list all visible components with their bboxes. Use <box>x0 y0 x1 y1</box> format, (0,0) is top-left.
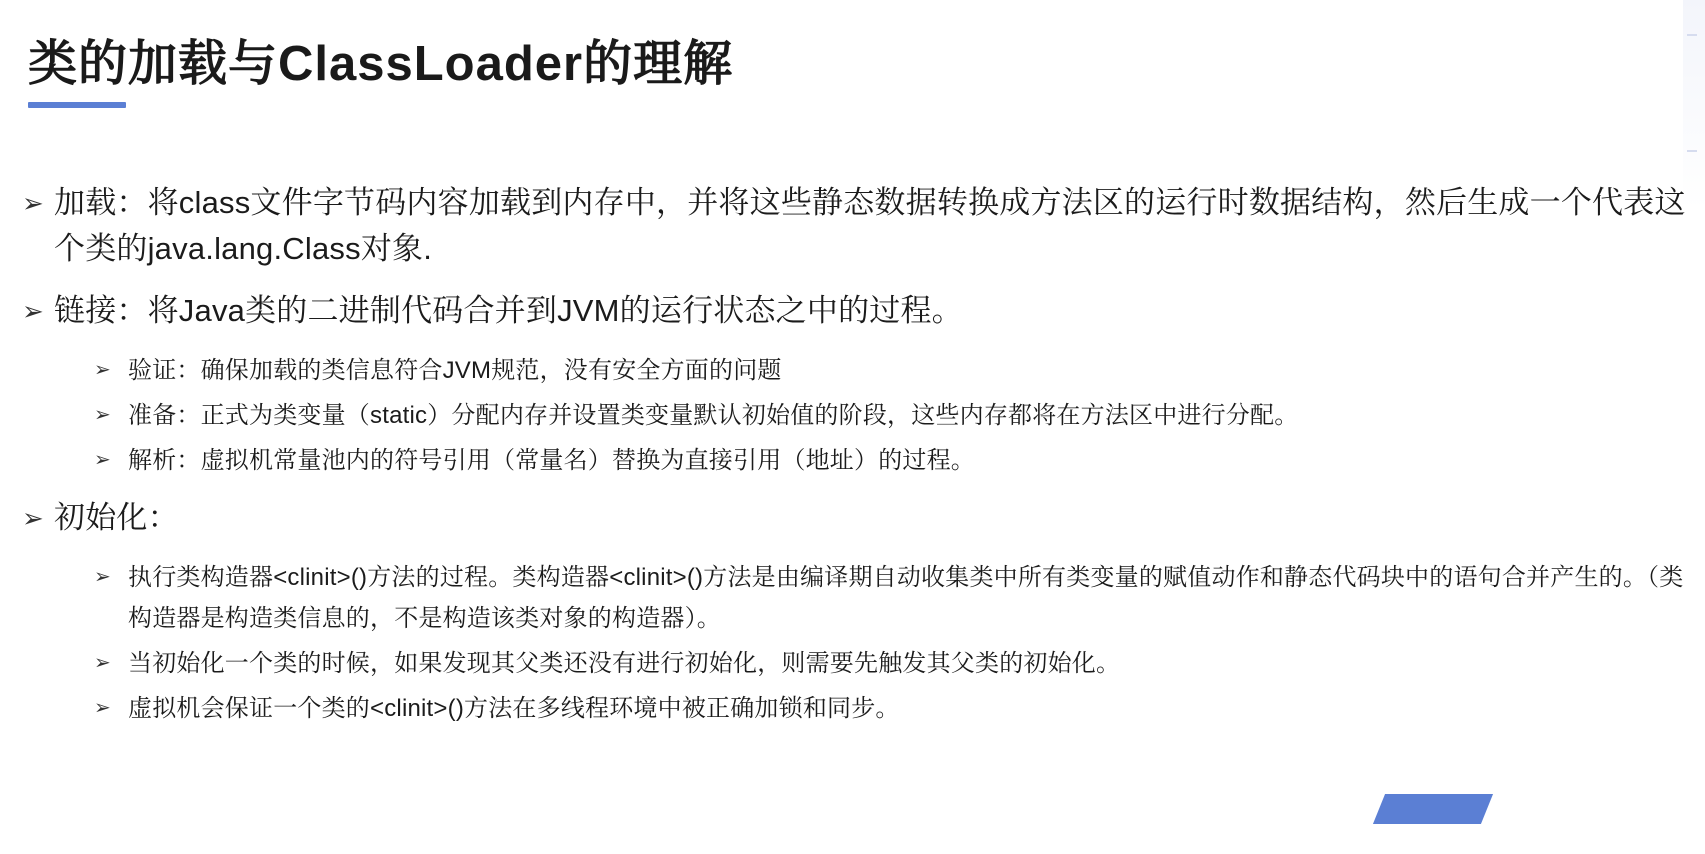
list-item-parent-class-init <box>18 643 1698 684</box>
corner-tick-top-icon <box>1687 34 1697 36</box>
list-item-label: 验证：确保加载的类信息符合JVM规范，没有安全方面的问题 <box>128 357 782 384</box>
spacer <box>18 340 1698 350</box>
list-item-preparation <box>18 395 1698 436</box>
title-underline <box>28 102 126 108</box>
list-item-initialization <box>18 495 1698 541</box>
spacer <box>18 485 1698 495</box>
list-item-resolution <box>18 440 1698 481</box>
list-item-label: 执行类构造器<clinit>()方法的过程。类构造器<clinit>()方法是由编译期自动收集类中所有类变量的赋值动作和静态代码块中的语句合并产生的。（类构造器是构造类信息的，不是构造该类对象的构造器）。 <box>128 564 1684 632</box>
list-item-label: 链接：将Java类的二进制代码合并到JVM的运行状态之中的过程。 <box>54 293 963 328</box>
arrow-bullet-icon: ➢ <box>22 188 44 218</box>
parallelogram-decoration <box>1373 794 1493 824</box>
arrow-bullet-icon: ➢ <box>94 566 111 588</box>
list-item-label: 解析：虚拟机常量池内的符号引用（常量名）替换为直接引用（地址）的过程。 <box>128 447 975 474</box>
spacer <box>18 278 1698 288</box>
title-block <box>28 36 733 108</box>
list-item-linking <box>18 288 1698 334</box>
page-title: 类的加载与ClassLoader的理解 <box>28 37 734 91</box>
list-item-verification <box>18 350 1698 391</box>
arrow-bullet-icon: ➢ <box>94 404 111 426</box>
arrow-bullet-icon: ➢ <box>94 449 111 471</box>
list-item-label: 加载：将class文件字节码内容加载到内存中，并将这些静态数据转换成方法区的运行时数据结构，然后生成一个代表这个类的java.lang.Class对象. <box>54 185 1686 266</box>
spacer <box>18 547 1698 557</box>
arrow-bullet-icon: ➢ <box>94 652 111 674</box>
corner-decoration <box>1683 0 1705 210</box>
slide-content <box>18 180 1698 733</box>
arrow-bullet-icon: ➢ <box>94 359 111 381</box>
list-item-label: 初始化： <box>54 500 179 535</box>
list-item-label: 当初始化一个类的时候，如果发现其父类还没有进行初始化，则需要先触发其父类的初始化。 <box>128 650 1121 677</box>
arrow-bullet-icon: ➢ <box>94 697 111 719</box>
arrow-bullet-icon: ➢ <box>22 296 44 326</box>
list-item-loading <box>18 180 1698 272</box>
arrow-bullet-icon: ➢ <box>22 503 44 533</box>
corner-tick-bottom-icon <box>1687 150 1697 152</box>
list-item-clinit-method <box>18 557 1698 639</box>
list-item-thread-safe-clinit <box>18 688 1698 729</box>
list-item-label: 虚拟机会保证一个类的<clinit>()方法在多线程环境中被正确加锁和同步。 <box>128 695 900 722</box>
list-item-label: 准备：正式为类变量（static）分配内存并设置类变量默认初始值的阶段，这些内存都将在方法区中进行分配。 <box>128 402 1299 429</box>
